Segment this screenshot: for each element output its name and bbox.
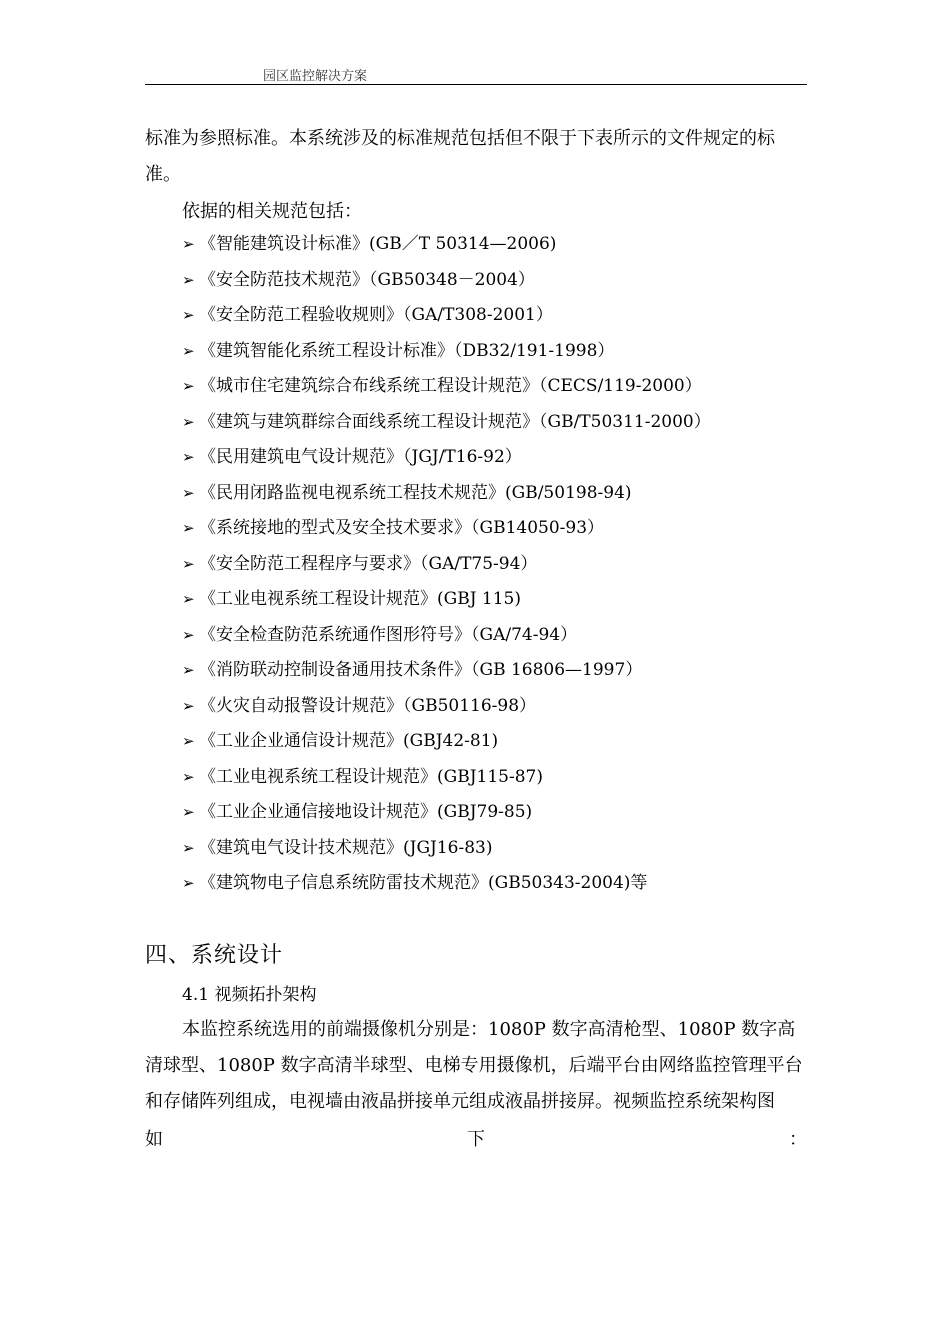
standard-text: 《安全防范工程验收规则》（GA/T308-2001）: [199, 305, 553, 325]
standard-item: [182, 337, 711, 373]
body-line-1: 本监控系统选用的前端摄像机分别是：1080P 数字高清枪型、1080P 数字高: [182, 1019, 796, 1040]
standard-item: [182, 834, 711, 870]
standard-text: 《工业企业通信设计规范》(GBJ42-81): [199, 731, 499, 751]
arrow-bullet-icon: ➢: [182, 732, 195, 750]
arrow-bullet-icon: ➢: [182, 306, 195, 324]
standard-text: 《建筑电气设计技术规范》(JGJ16-83): [199, 837, 493, 858]
standard-text: 《民用闭路监视电视系统工程技术规范》(GB/50198-94): [199, 482, 632, 503]
body-line-4-part-c: ：: [789, 1129, 807, 1150]
subsection-title: 4.1 视频拓扑架构: [182, 985, 317, 1005]
standard-text: 《工业企业通信接地设计规范》(GBJ79-85): [199, 802, 533, 822]
body-line-3: 和存储阵列组成，电视墙由液晶拼接单元组成液晶拼接屏。视频监控系统架构图: [145, 1091, 775, 1112]
standard-item: [182, 514, 711, 550]
arrow-bullet-icon: ➢: [182, 838, 195, 857]
arrow-bullet-icon: ➢: [182, 625, 195, 644]
header-title: 园区监控解决方案: [263, 69, 368, 84]
standard-item: [182, 301, 711, 337]
standard-item: [182, 230, 711, 266]
standard-text: 《安全防范技术规范》（GB50348－2004）: [199, 269, 535, 290]
arrow-bullet-icon: ➢: [182, 554, 195, 573]
arrow-bullet-icon: ➢: [182, 696, 195, 715]
standard-item: [182, 550, 711, 586]
standard-text: 《火灾自动报警设计规范》（GB50116-98）: [199, 695, 537, 716]
standard-item: [182, 621, 711, 657]
standard-text: 《城市住宅建筑综合布线系统工程设计规范》（CECS/119-2000）: [199, 376, 702, 396]
standard-item: [182, 372, 711, 408]
body-line-4-part-a: 如: [145, 1129, 163, 1150]
standard-text: 《建筑与建筑群综合面线系统工程设计规范》（GB/T50311-2000）: [199, 411, 711, 432]
standard-item: [182, 798, 711, 834]
intro-line-1: 标准为参照标准。本系统涉及的标准规范包括但不限于下表所示的文件规定的标: [145, 128, 775, 149]
body-line-4-part-b: 下: [467, 1129, 485, 1150]
standards-list: [182, 230, 711, 905]
arrow-bullet-icon: ➢: [182, 590, 195, 608]
standard-text: 《安全防范工程程序与要求》（GA/T75-94）: [199, 553, 538, 574]
page-header: [145, 62, 807, 85]
standard-item: [182, 763, 711, 799]
body-line-4: [145, 1125, 807, 1151]
arrow-bullet-icon: ➢: [182, 377, 195, 395]
standard-item: [182, 266, 711, 302]
standard-item: [182, 408, 711, 444]
arrow-bullet-icon: ➢: [182, 519, 195, 537]
arrow-bullet-icon: ➢: [182, 803, 195, 821]
standard-text: 《工业电视系统工程设计规范》(GBJ115-87): [199, 766, 543, 787]
arrow-bullet-icon: ➢: [182, 448, 195, 466]
arrow-bullet-icon: ➢: [182, 341, 195, 360]
standards-lead: 依据的相关规范包括：: [182, 201, 362, 222]
standard-item: [182, 869, 711, 905]
standard-text: 《系统接地的型式及安全技术要求》（GB14050-93）: [199, 518, 605, 538]
arrow-bullet-icon: ➢: [182, 767, 195, 786]
standard-item: [182, 727, 711, 763]
standard-item: [182, 585, 711, 621]
arrow-bullet-icon: ➢: [182, 412, 195, 431]
arrow-bullet-icon: ➢: [182, 235, 195, 253]
arrow-bullet-icon: ➢: [182, 270, 195, 289]
body-line-2: 清球型、1080P 数字高清半球型、电梯专用摄像机，后端平台由网络监控管理平台: [145, 1055, 803, 1076]
standard-item: [182, 692, 711, 728]
standard-item: [182, 656, 711, 692]
standard-text: 《建筑物电子信息系统防雷技术规范》(GB50343-2004)等: [199, 873, 648, 893]
standard-item: [182, 443, 711, 479]
standard-item: [182, 479, 711, 515]
standard-text: 《民用建筑电气设计规范》（JGJ/T16-92）: [199, 447, 522, 467]
intro-line-2: 准。: [145, 164, 181, 185]
arrow-bullet-icon: ➢: [182, 874, 195, 892]
standard-text: 《智能建筑设计标准》(GB／T 50314—2006): [199, 234, 557, 254]
standard-text: 《安全检查防范系统通作图形符号》（GA/74-94）: [199, 624, 578, 645]
section-title: 四、系统设计: [145, 943, 284, 968]
standard-text: 《工业电视系统工程设计规范》(GBJ 115): [199, 589, 522, 609]
standard-text: 《建筑智能化系统工程设计标准》（DB32/191-1998）: [199, 340, 615, 361]
standard-text: 《消防联动控制设备通用技术条件》（GB 16806—1997）: [199, 660, 643, 680]
arrow-bullet-icon: ➢: [182, 661, 195, 679]
arrow-bullet-icon: ➢: [182, 483, 195, 502]
